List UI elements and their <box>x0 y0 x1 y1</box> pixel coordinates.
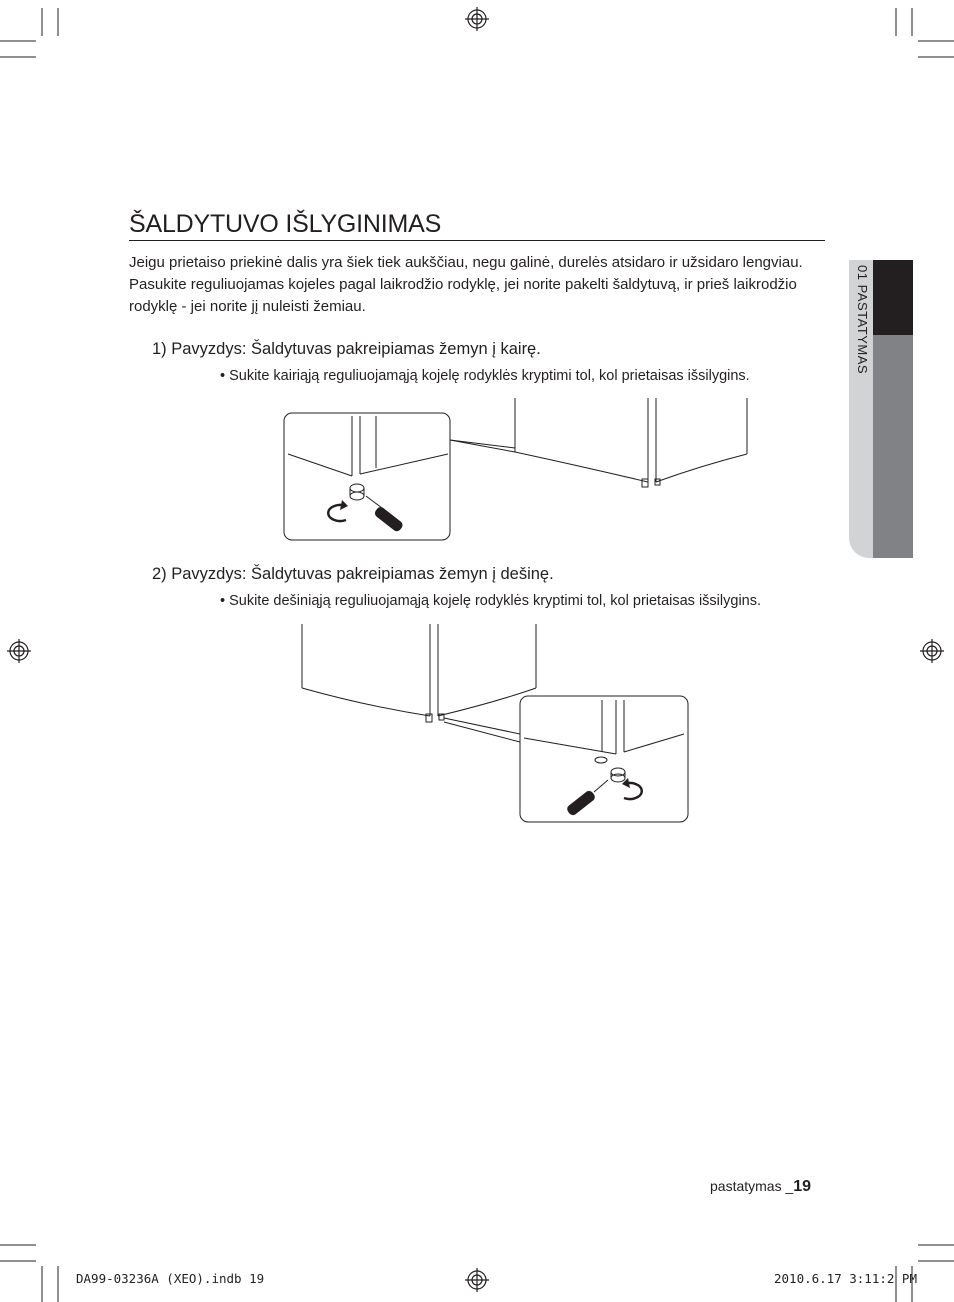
registration-mark-top <box>465 7 489 31</box>
registration-mark-bottom <box>465 1268 489 1292</box>
side-tab-marker <box>873 260 913 335</box>
registration-mark-left <box>7 639 31 663</box>
page-footer <box>710 1178 811 1196</box>
intro-paragraph: Jeigu prietaiso priekinė dalis yra šiek tiek aukščiau, negu galinė, durelės atsidaro ir užsidaro lengviau. Pasukite reguliuojamas kojeles pagal laikrodžio rodyklę, jei norite pakelti šaldytuvą, ir prieš laikrodžio rodyklę - jei norite jį nuleisti žemiau. <box>129 254 803 315</box>
page-number: 19 <box>793 1178 812 1195</box>
slug-date-info: 2010.6.17 3:11:2 PM <box>774 1271 917 1286</box>
illustration-left-foot <box>280 396 755 546</box>
slug-file-info: DA99-03236A (XEO).indb 19 <box>76 1271 265 1286</box>
registration-mark-right <box>920 639 944 663</box>
illustration-right-foot <box>296 622 696 828</box>
side-tab-label: 01 PASTATYMAS <box>855 265 870 375</box>
side-tab-strip <box>873 335 913 558</box>
step-1-heading: 1) Pavyzdys: Šaldytuvas pakreipiamas žemyn į kairę. <box>152 340 541 358</box>
page-title: ŠALDYTUVO IŠLYGINIMAS <box>129 210 825 241</box>
footer-section-label: pastatymas _ <box>710 1178 794 1194</box>
step-2-bullet: • Sukite dešiniąją reguliuojamąją kojelę rodyklės kryptimi tol, kol prietaisas išsilygins. <box>220 593 762 609</box>
step-1-bullet: • Sukite kairiąją reguliuojamąją kojelę rodyklės kryptimi tol, kol prietaisas išsilygins. <box>220 368 750 384</box>
step-2-heading: 2) Pavyzdys: Šaldytuvas pakreipiamas žemyn į dešinę. <box>152 565 554 583</box>
